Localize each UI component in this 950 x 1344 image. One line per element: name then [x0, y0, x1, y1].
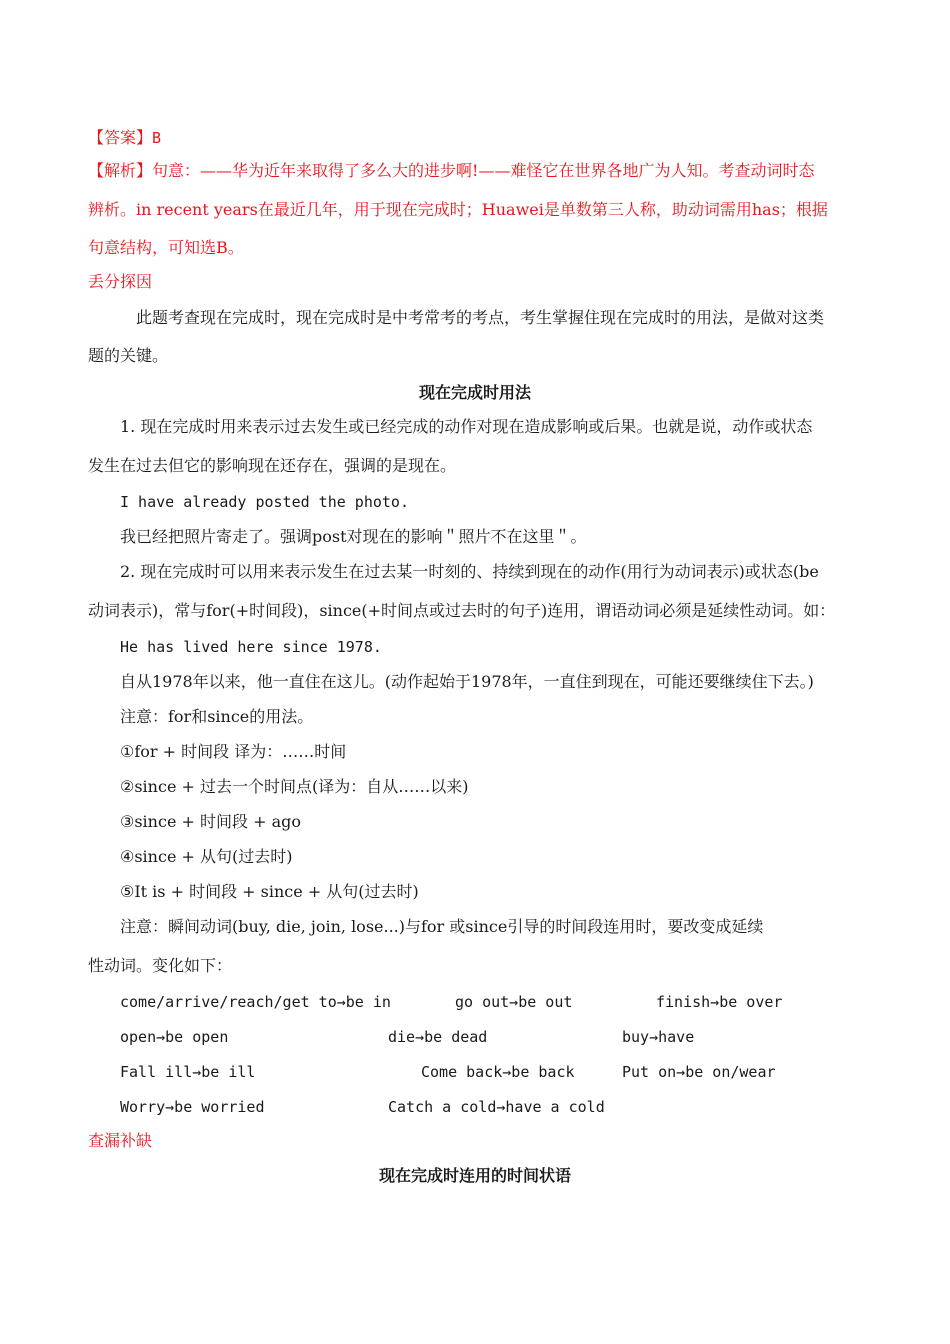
- point2-example-zh: 自从1978年以来，他一直住在这儿。(动作起始于1978年，一直住到现在，可能还要继续住下去。): [120, 672, 814, 691]
- analysis-line-1: [88, 161, 814, 181]
- conversion-cell: finish→be over: [656, 993, 783, 1011]
- conversion-cell: Worry→be worried: [120, 1098, 265, 1116]
- note1-item: ①for + 时间段 译为：……时间: [120, 742, 347, 761]
- conversion-cell: Come back→be back: [421, 1063, 575, 1081]
- note2-line-2: 性动词。变化如下：: [88, 956, 233, 975]
- analysis-label: 【解析】: [88, 161, 153, 180]
- note1-item: ④since + 从句(过去时): [120, 847, 293, 866]
- answer-label: 【答案】: [88, 128, 153, 147]
- point1-example-zh: 我已经把照片寄走了。强调post对现在的影响＂照片不在这里＂。: [120, 527, 587, 546]
- note1-item: ②since + 过去一个时间点(译为：自从……以来): [120, 777, 469, 796]
- point1-example-en: I have already posted the photo.: [120, 493, 409, 511]
- analysis-line-3: 句意结构，可知选B。: [88, 238, 244, 257]
- conversion-cell: Catch a cold→have a cold: [388, 1098, 605, 1116]
- point1-line-1: 1. 现在完成时用来表示过去发生或已经完成的动作对现在造成影响或后果。也就是说，动作或状态: [120, 417, 813, 436]
- note2-line-1: 注意：瞬间动词(buy, die, join, lose...)与for 或since引导的时间段连用时，要改变成延续: [120, 917, 764, 936]
- answer-line: [88, 128, 161, 148]
- point2-line-1: 2. 现在完成时可以用来表示发生在过去某一时刻的、持续到现在的动作(用行为动词表示)或状态(be: [120, 562, 819, 581]
- heading-present-perfect-usage: 现在完成时用法: [418, 383, 531, 402]
- conversion-cell: Put on→be on/wear: [622, 1063, 776, 1081]
- note1-item: ⑤It is + 时间段 + since + 从句(过去时): [120, 882, 419, 901]
- point2-line-2: 动词表示)，常与for(+时间段)，since(+时间点或过去时的句子)连用，谓语动词必须是延续性动词。如：: [88, 601, 836, 620]
- point1-line-2: 发生在过去但它的影响现在还存在，强调的是现在。: [88, 456, 457, 475]
- conversion-cell: come/arrive/reach/get to→be in: [120, 993, 391, 1011]
- conversion-cell: buy→have: [622, 1028, 695, 1046]
- note1-item: ③since + 时间段 + ago: [120, 812, 301, 831]
- conversion-cell: die→be dead: [388, 1028, 488, 1046]
- point2-example-en: He has lived here since 1978.: [120, 638, 382, 656]
- conversion-cell: Fall ill→be ill: [120, 1063, 256, 1081]
- conversion-cell: open→be open: [120, 1028, 229, 1046]
- analysis-text-1: 句意：——华为近年来取得了多么大的进步啊!——难怪它在世界各地广为人知。考查动词时态: [152, 161, 815, 180]
- intro-line-1: 此题考查现在完成时，现在完成时是中考常考的考点，考生掌握住现在完成时的用法，是做对这类: [136, 308, 825, 327]
- conversion-cell: go out→be out: [455, 993, 573, 1011]
- section-title-fill-gaps: 查漏补缺: [88, 1131, 153, 1150]
- intro-line-2: 题的关键。: [88, 346, 169, 365]
- note1-title: 注意：for和since的用法。: [120, 707, 314, 726]
- section-title-lost-points: 丢分探因: [88, 272, 153, 291]
- answer-value: B: [152, 129, 162, 147]
- heading-time-adverbials: 现在完成时连用的时间状语: [378, 1166, 571, 1185]
- analysis-line-2: 辨析。in recent years在最近几年，用于现在完成时；Huawei是单数第三人称，助动词需用has；根据: [88, 200, 828, 219]
